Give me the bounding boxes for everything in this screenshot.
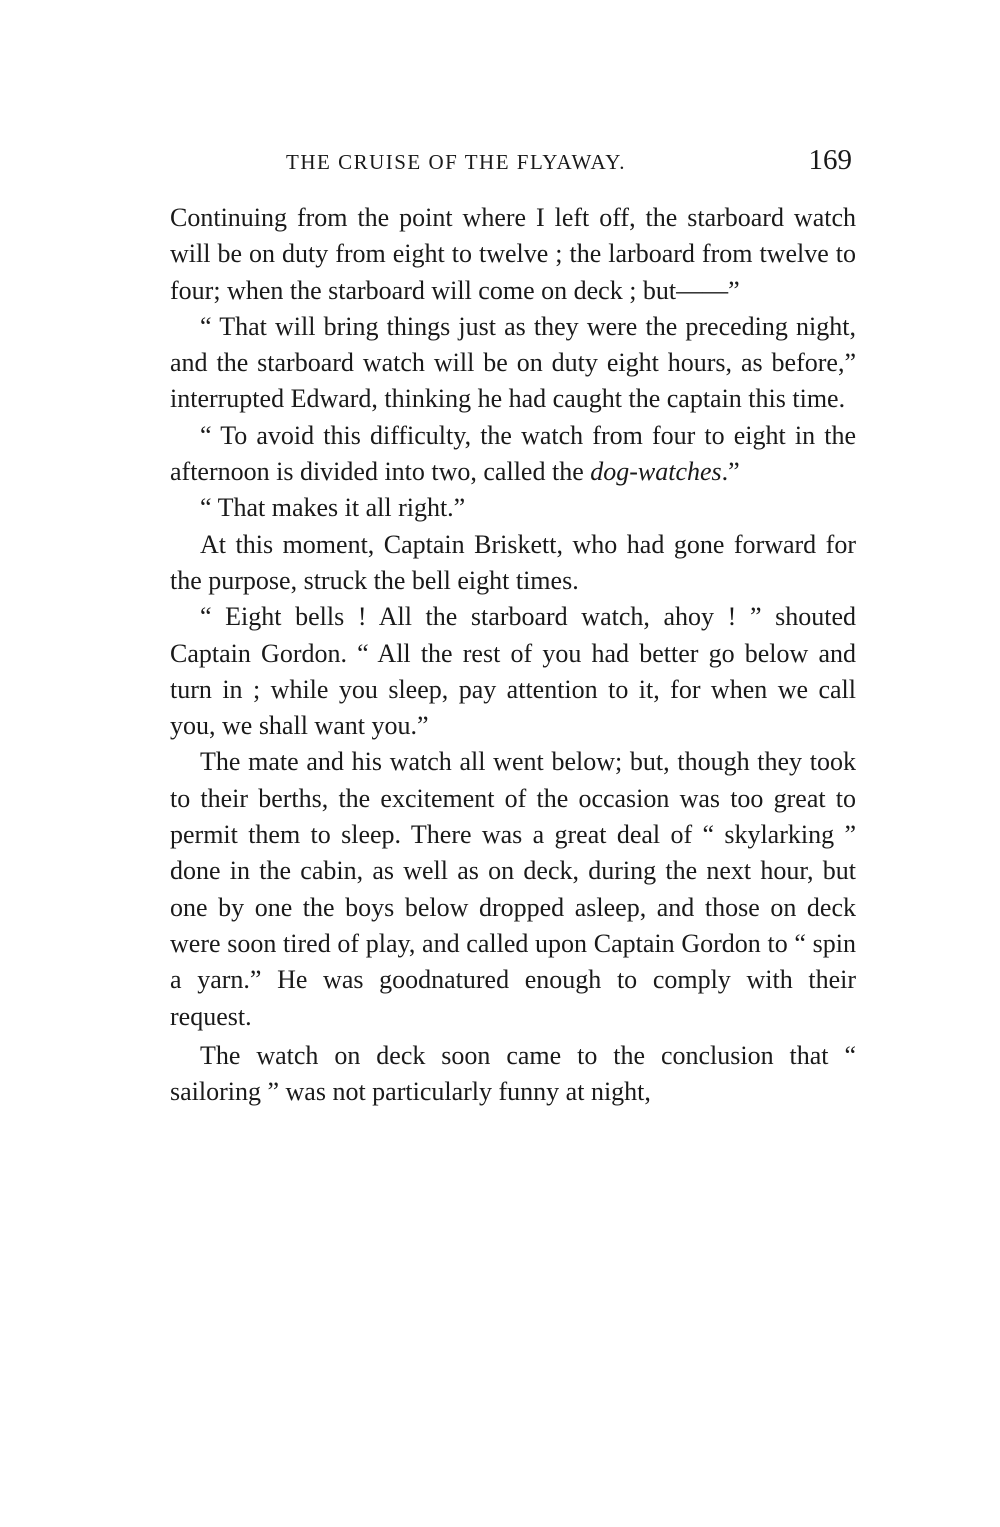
body-text (170, 200, 856, 1110)
running-head: THE CRUISE OF THE FLYAWAY. (286, 150, 626, 174)
italic-term: dog-watches (590, 457, 722, 487)
paragraph-text: .” (721, 457, 740, 487)
paragraph: The mate and his watch all went below; but, though they took to their berths, the excitement of the occasion was too great to permit them to sleep. There was a great deal of “ skylarking ” done in the cabin, as well as on deck, during the next hour, but one by one the boys below dropped asleep, and those on deck were soon tired of play, and called upon Captain Gordon to “ spin a yarn.” He was goodnatured enough to comply with their request. (170, 747, 856, 1031)
paragraph: At this moment, Captain Briskett, who had gone forward for the purpose, struck the bell eight times. (170, 529, 856, 595)
paragraph (170, 418, 856, 491)
paragraph: “ Eight bells ! All the starboard watch, ahoy ! ” shouted Captain Gordon. “ All the rest of you had better go below and turn in ; while you sleep, pay attention to it, for when we call you, we shall want you.” (170, 602, 856, 741)
page-number: 169 (808, 144, 852, 176)
paragraph: The watch on deck soon came to the conclusion that “ sailoring ” was not particularly funny at night, (170, 1040, 856, 1107)
paragraph: “ That will bring things just as they were the preceding night, and the starboard watch will be on duty eight hours, as before,” interrupted Edward, thinking he had caught the captain this time. (170, 311, 856, 414)
paragraph: Continuing from the point where I left off, the starboard watch will be on duty from eight to twelve ; the larboard from twelve to four; when the starboard will come on deck ; but——” (170, 203, 856, 305)
paragraph-text: “ To avoid this difficulty, the watch from four to eight in the afternoon is divided into two, called the (170, 420, 856, 487)
paragraph: “ That makes it all right.” (200, 493, 466, 523)
page-header (170, 144, 856, 188)
